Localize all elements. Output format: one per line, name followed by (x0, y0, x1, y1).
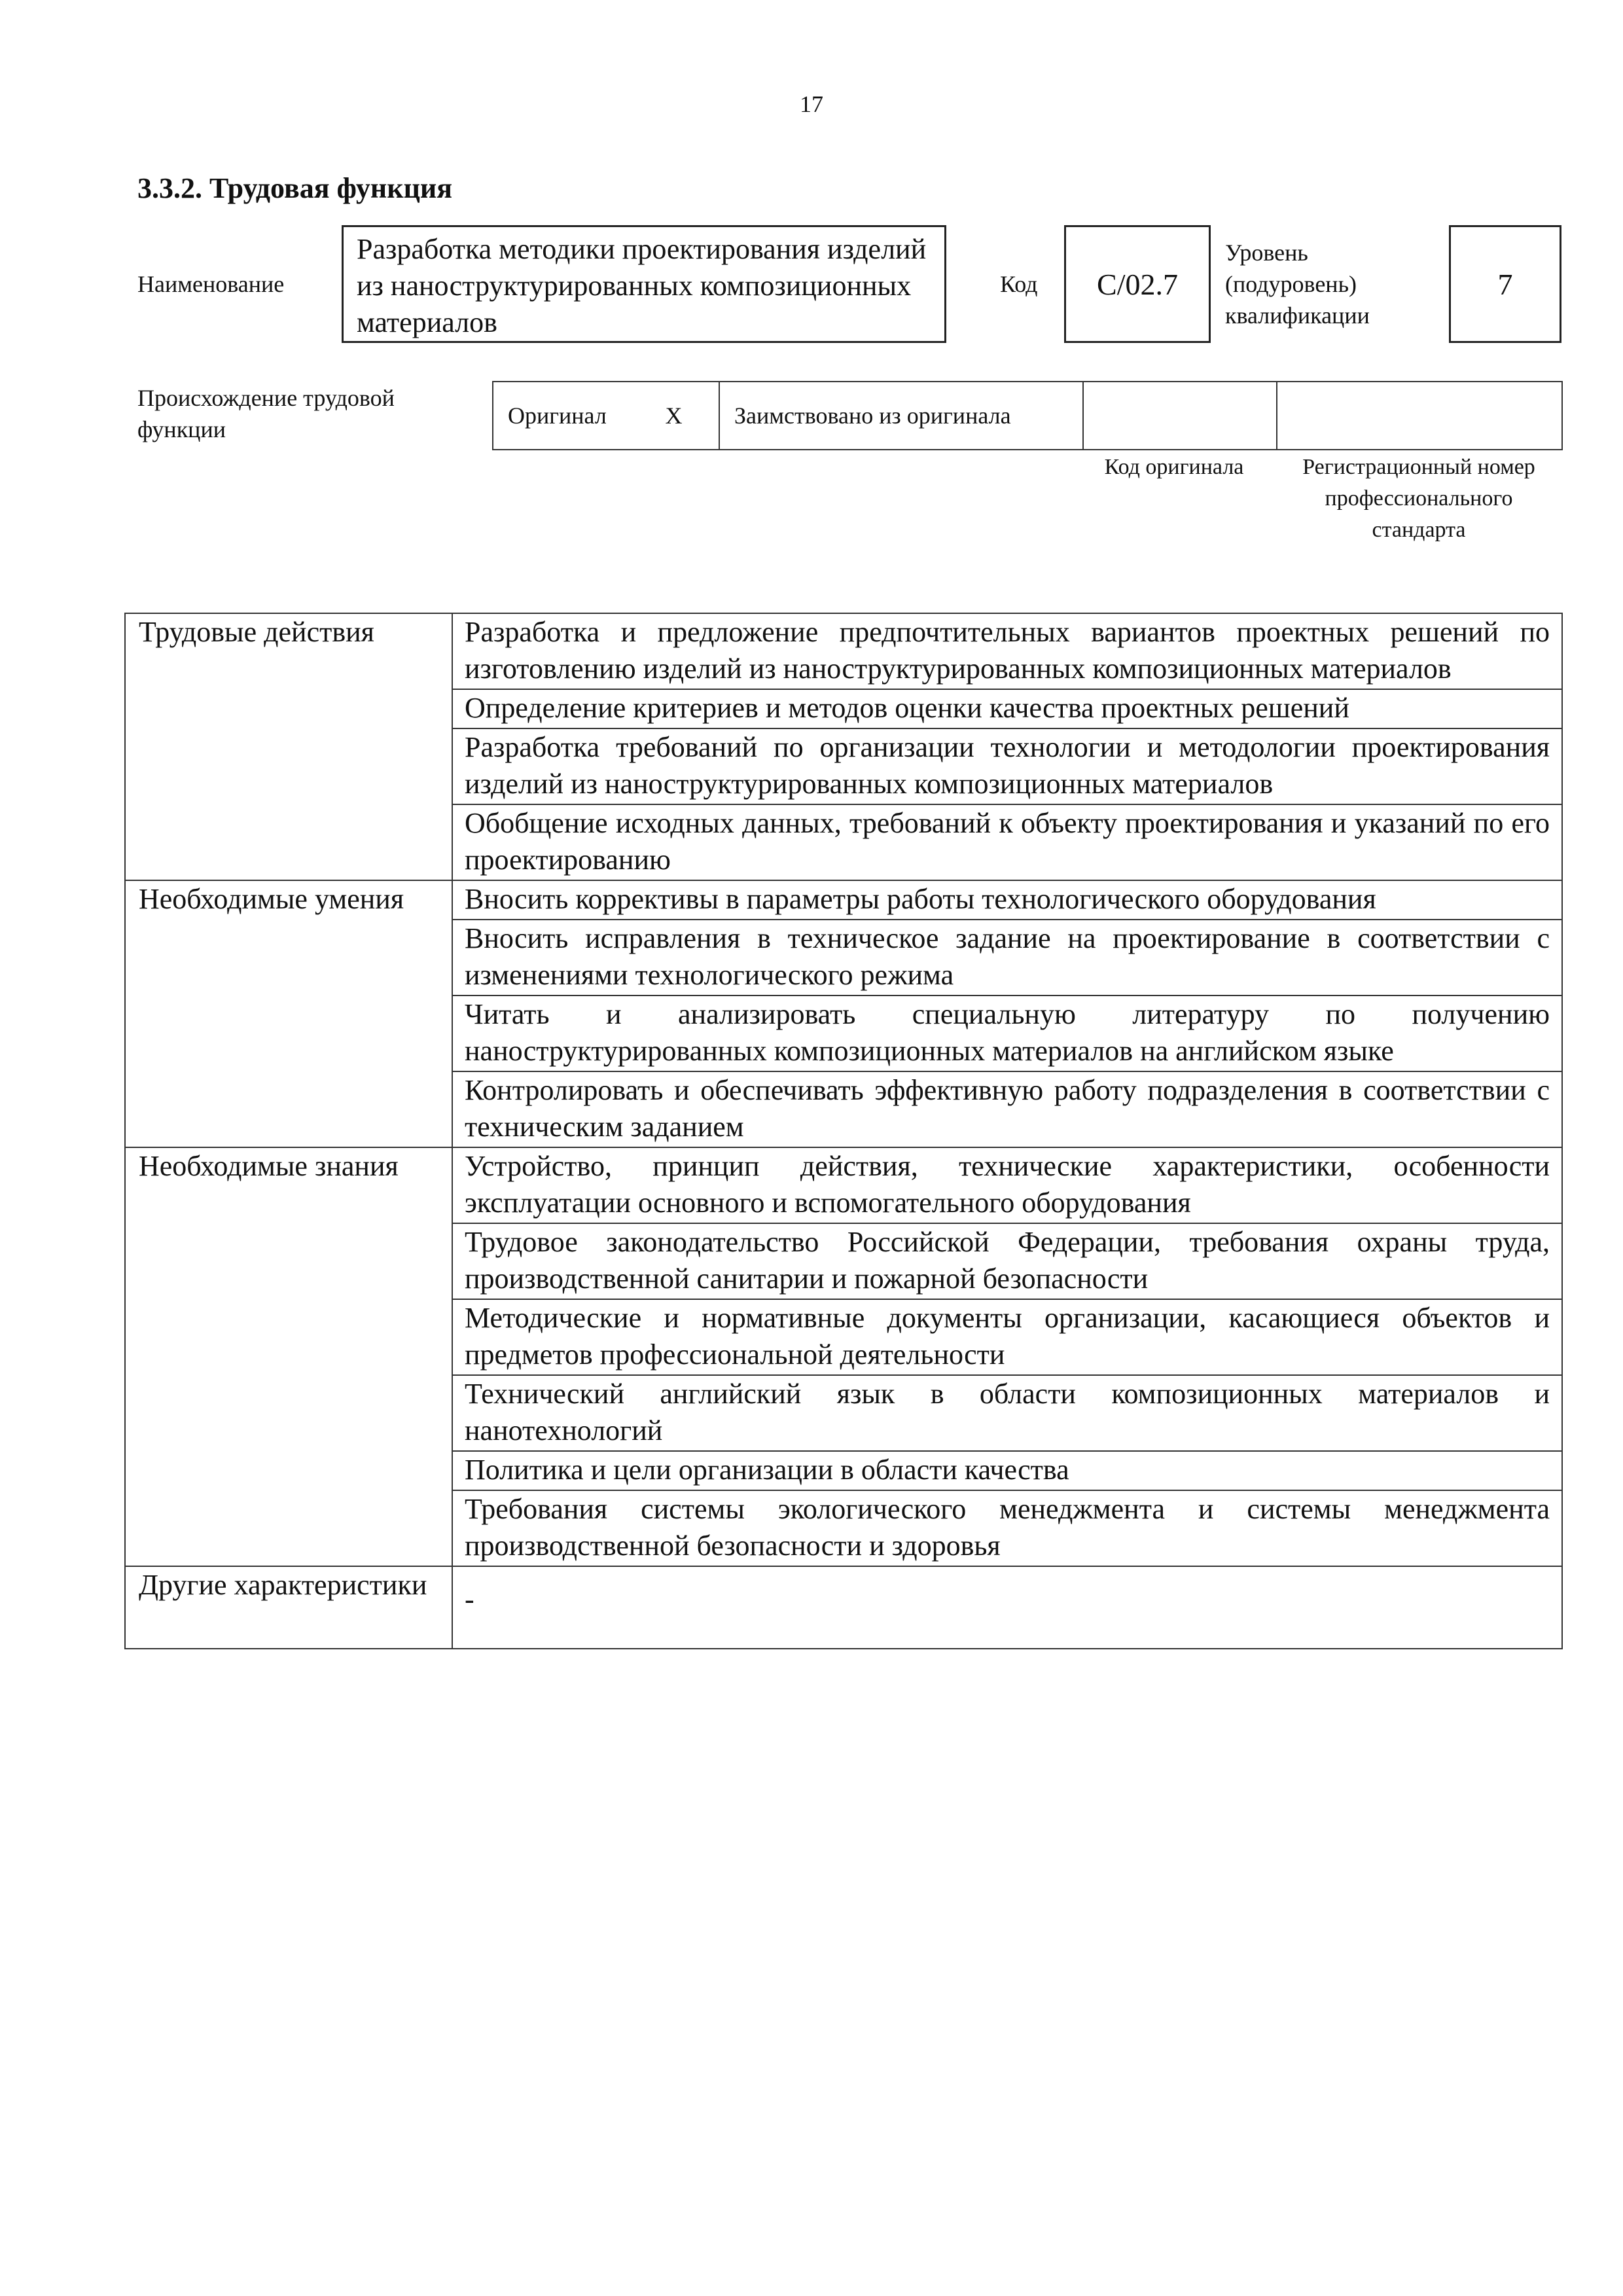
origin-reg-number-cell (1277, 382, 1562, 450)
section-item: Технический английский язык в области композиционных материалов и нанотехнологий (452, 1375, 1562, 1451)
section-item: Политика и цели организации в области качества (452, 1451, 1562, 1490)
origin-code-cell (1083, 382, 1277, 450)
section-title: 3.3.2. Трудовая функция (137, 172, 453, 204)
table-row (125, 1147, 1562, 1223)
section-category: Необходимые знания (125, 1147, 452, 1566)
table-row (125, 613, 1562, 689)
origin-table (492, 381, 1563, 450)
labor-function-table-body (125, 613, 1562, 1649)
function-code-box: C/02.7 (1064, 225, 1211, 343)
section-category: Другие характеристики (125, 1566, 452, 1649)
section-item: Вносить коррективы в параметры работы технологического оборудования (452, 880, 1562, 920)
section-item: Трудовое законодательство Российской Федерации, требования охраны труда, производственной санитарии и пожарной безопасности (452, 1223, 1562, 1299)
section-item: Читать и анализировать специальную литературу по получению наноструктурированных композиционных материалов на английском языке (452, 996, 1562, 1071)
section-item: Методические и нормативные документы организации, касающиеся объектов и предметов профессиональной деятельности (452, 1299, 1562, 1375)
code-label: Код (1000, 271, 1038, 297)
section-category: Трудовые действия (125, 613, 452, 880)
function-name-box: Разработка методики проектирования изделий из наноструктурированных композиционных материалов (342, 225, 946, 343)
section-item: - (452, 1566, 1562, 1649)
origin-original-mark: X (629, 382, 719, 450)
origin-original-label: Оригинал (493, 382, 629, 450)
labor-function-table (124, 613, 1563, 1649)
table-row (125, 880, 1562, 920)
section-item: Вносить исправления в техническое задание на проектирование в соответствии с изменениями технологического режима (452, 920, 1562, 996)
origin-code-caption: Код оригинала (1104, 455, 1244, 479)
section-item: Определение критериев и методов оценки качества проектных решений (452, 689, 1562, 728)
page-number: 17 (800, 91, 823, 117)
section-category: Необходимые умения (125, 880, 452, 1147)
section-item: Контролировать и обеспечивать эффективную работу подразделения в соответствии с техническим заданием (452, 1071, 1562, 1147)
level-label: Уровень (подуровень) квалификации (1225, 240, 1370, 329)
origin-borrowed-label: Заимствовано из оригинала (719, 382, 1083, 450)
name-label: Наименование (137, 271, 285, 297)
section-item: Обобщение исходных данных, требований к объекту проектирования и указаний по его проектированию (452, 804, 1562, 880)
origin-label: Происхождение трудовой функции (137, 385, 395, 442)
section-item: Разработка и предложение предпочтительных вариантов проектных решений по изготовлению изделий из наноструктурированных композиционных материалов (452, 613, 1562, 689)
origin-reg-caption: Регистрационный номер профессионального стандарта (1302, 455, 1535, 542)
table-row (125, 1566, 1562, 1649)
qualification-level-box: 7 (1449, 225, 1561, 343)
section-item: Требования системы экологического менеджмента и системы менеджмента производственной безопасности и здоровья (452, 1490, 1562, 1566)
section-item: Устройство, принцип действия, технические характеристики, особенности эксплуатации основного и вспомогательного оборудования (452, 1147, 1562, 1223)
section-item: Разработка требований по организации технологии и методологии проектирования изделий из наноструктурированных композиционных материалов (452, 728, 1562, 804)
